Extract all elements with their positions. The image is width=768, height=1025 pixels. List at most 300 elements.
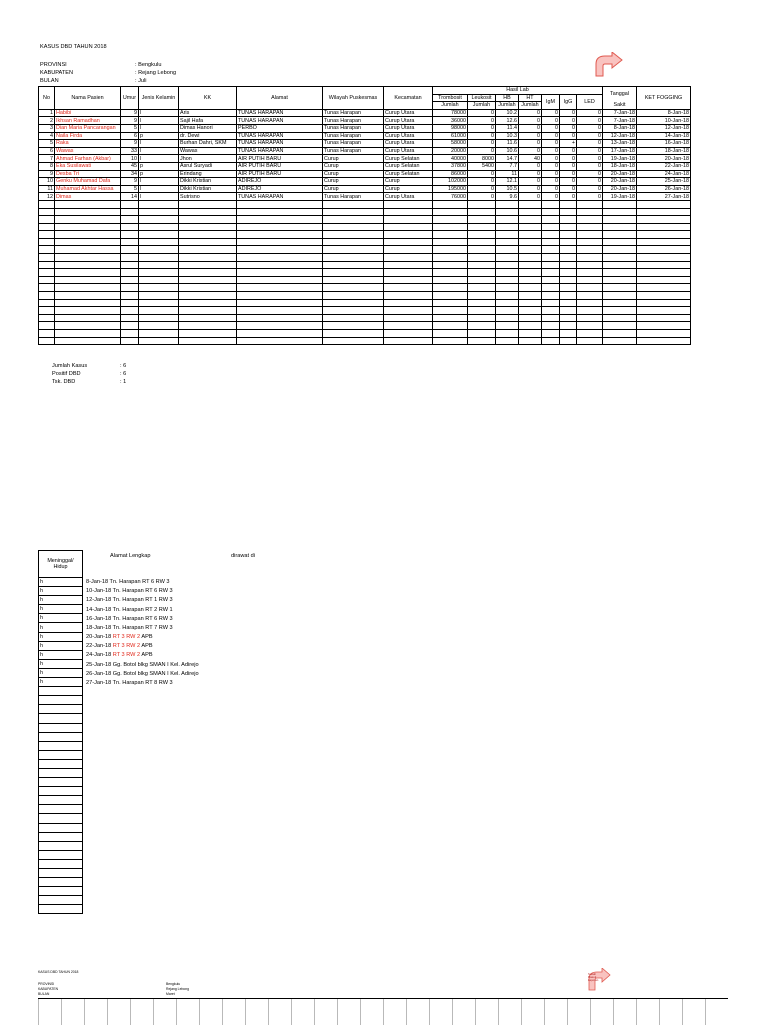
- cell-igg: 0: [560, 132, 577, 140]
- empty-cell: [121, 269, 139, 277]
- header-trombosit: Trombosit: [433, 94, 468, 102]
- summary-value: : 1: [120, 379, 127, 385]
- empty-cell: [323, 238, 384, 246]
- cell-igm: 0: [542, 117, 560, 125]
- empty-cell: [433, 299, 468, 307]
- empty-cell: [560, 246, 577, 254]
- empty-cell: [496, 254, 519, 262]
- empty-cell: [323, 216, 384, 224]
- meta-value-bulan: : Juli: [135, 78, 147, 84]
- cell-no: 12: [39, 193, 55, 201]
- cell-ket: 12-Jan-18: [637, 124, 691, 132]
- header-sakit: Sakit: [603, 102, 637, 110]
- empty-cell: [519, 200, 542, 208]
- empty-cell: [577, 276, 603, 284]
- empty-cell: [468, 314, 496, 322]
- empty-cell: [39, 850, 83, 859]
- empty-cell: [39, 299, 55, 307]
- empty-cell: [577, 299, 603, 307]
- empty-cell: [55, 292, 121, 300]
- empty-cell: [560, 322, 577, 330]
- cell-alamat: TUNAS HARAPAN: [237, 117, 323, 125]
- cell-wil: Tunas Harapan: [323, 193, 384, 201]
- empty-cell: [237, 200, 323, 208]
- cell-nama: Dimas: [55, 193, 121, 201]
- empty-cell: [433, 200, 468, 208]
- table-row: [39, 117, 691, 125]
- empty-cell: [139, 261, 179, 269]
- cell-kk: Wawas: [179, 147, 237, 155]
- cell-kk: Sajil Hafa: [179, 117, 237, 125]
- empty-cell: [179, 261, 237, 269]
- empty-cell: [637, 292, 691, 300]
- cell-igg: 0: [560, 124, 577, 132]
- empty-cell: [637, 238, 691, 246]
- cell-tr: 86000: [433, 170, 468, 178]
- empty-cell: [577, 216, 603, 224]
- empty-cell: [121, 208, 139, 216]
- status-cell: h: [39, 632, 83, 641]
- empty-cell: [39, 841, 83, 850]
- empty-cell: [237, 322, 323, 330]
- empty-cell: [39, 750, 83, 759]
- address-text: 8-Jan-18 Tn. Harapan RT 6 RW 3: [86, 579, 170, 585]
- empty-cell: [121, 231, 139, 239]
- cell-igg: 0: [560, 155, 577, 163]
- empty-cell: [139, 208, 179, 216]
- cell-ket: 24-Jan-18: [637, 170, 691, 178]
- empty-row: [39, 200, 691, 208]
- empty-cell: [560, 269, 577, 277]
- cell-le: 0: [468, 170, 496, 178]
- empty-cell: [519, 322, 542, 330]
- meta-value-provinsi: : Bengkulu: [135, 62, 162, 68]
- empty-cell: [542, 269, 560, 277]
- cell-alamat: TUNAS HARAPAN: [237, 193, 323, 201]
- empty-cell: [519, 314, 542, 322]
- empty-cell: [55, 238, 121, 246]
- empty-cell: [39, 778, 83, 787]
- cell-sakit: 8-Jan-18: [603, 124, 637, 132]
- cell-ket: 22-Jan-18: [637, 162, 691, 170]
- status-row: [39, 650, 83, 659]
- empty-cell: [121, 246, 139, 254]
- empty-cell: [39, 832, 83, 841]
- table-row: [39, 124, 691, 132]
- empty-cell: [468, 330, 496, 338]
- empty-cell: [637, 330, 691, 338]
- address-line: [86, 652, 153, 659]
- cell-igm: 0: [542, 185, 560, 193]
- status-cell: h: [39, 650, 83, 659]
- empty-cell: [237, 254, 323, 262]
- empty-cell: [433, 231, 468, 239]
- header-kk: KK: [179, 87, 237, 110]
- cell-le: 0: [468, 185, 496, 193]
- empty-cell: [237, 223, 323, 231]
- cell-kk: Asrul Suryadi: [179, 162, 237, 170]
- cell-kk: Jhon: [179, 155, 237, 163]
- empty-cell: [519, 307, 542, 315]
- empty-row: [39, 741, 83, 750]
- empty-cell: [603, 200, 637, 208]
- cell-alamat: AIR PUTIH BARU: [237, 155, 323, 163]
- cell-kk: Burhan Dahri, SKM: [179, 140, 237, 148]
- empty-cell: [179, 223, 237, 231]
- cell-led: 0: [577, 170, 603, 178]
- empty-cell: [468, 276, 496, 284]
- cell-tr: 58000: [433, 140, 468, 148]
- empty-cell: [519, 299, 542, 307]
- empty-cell: [39, 759, 83, 768]
- empty-row: [39, 284, 691, 292]
- empty-cell: [468, 261, 496, 269]
- cell-le: 5400: [468, 162, 496, 170]
- empty-cell: [433, 254, 468, 262]
- summary-value: : 6: [120, 363, 127, 369]
- empty-cell: [519, 261, 542, 269]
- empty-cell: [139, 337, 179, 345]
- empty-cell: [496, 322, 519, 330]
- address-text: 26-Jan-18 Gg. Botol blkg SMAN I Kel. Adirejo: [86, 670, 199, 677]
- address-line: [86, 607, 173, 614]
- empty-cell: [577, 261, 603, 269]
- empty-cell: [39, 814, 83, 823]
- cell-nama: Desba Tri: [55, 170, 121, 178]
- status-row: [39, 605, 83, 614]
- meninggal-hidup-table: [38, 550, 83, 914]
- empty-cell: [121, 223, 139, 231]
- empty-cell: [179, 337, 237, 345]
- empty-cell: [433, 337, 468, 345]
- cell-led: 0: [577, 162, 603, 170]
- empty-cell: [496, 337, 519, 345]
- cell-jk: l: [139, 178, 179, 186]
- curved-arrow-icon: [592, 52, 626, 78]
- address-text: 22-Jan-18: [86, 643, 113, 650]
- cell-wil: Tunas Harapan: [323, 109, 384, 117]
- cell-tr: 195000: [433, 185, 468, 193]
- cell-ht: 0: [519, 109, 542, 117]
- empty-row: [39, 231, 691, 239]
- empty-cell: [384, 307, 433, 315]
- empty-cell: [468, 246, 496, 254]
- cell-kk: Erindang: [179, 170, 237, 178]
- empty-cell: [237, 269, 323, 277]
- empty-cell: [55, 314, 121, 322]
- cell-igg: 0: [560, 185, 577, 193]
- empty-row: [39, 878, 83, 887]
- empty-cell: [433, 246, 468, 254]
- empty-row: [39, 337, 691, 345]
- cell-alamat: ADIREJO: [237, 185, 323, 193]
- cell-jk: p: [139, 132, 179, 140]
- empty-cell: [603, 322, 637, 330]
- cell-le: 0: [468, 132, 496, 140]
- cell-hb: 10.2: [496, 109, 519, 117]
- empty-cell: [433, 238, 468, 246]
- empty-cell: [468, 269, 496, 277]
- empty-cell: [384, 299, 433, 307]
- cell-ket: 16-Jan-18: [637, 140, 691, 148]
- empty-cell: [323, 269, 384, 277]
- status-cell: h: [39, 678, 83, 687]
- table-row: [39, 178, 691, 186]
- empty-cell: [179, 200, 237, 208]
- empty-cell: [139, 314, 179, 322]
- cell-led: 0: [577, 140, 603, 148]
- empty-cell: [39, 869, 83, 878]
- empty-cell: [55, 261, 121, 269]
- empty-cell: [519, 246, 542, 254]
- cell-ht: 0: [519, 193, 542, 201]
- thumb-label: KABUPATEN: [38, 987, 59, 991]
- empty-cell: [39, 254, 55, 262]
- cell-igg: 0: [560, 170, 577, 178]
- empty-cell: [237, 284, 323, 292]
- header-meninggal-hidup: Meninggal/ Hidup: [39, 551, 83, 578]
- header-alamat-lengkap: Alamat Lengkap: [110, 553, 151, 559]
- empty-cell: [39, 878, 83, 887]
- empty-cell: [577, 307, 603, 315]
- empty-cell: [39, 284, 55, 292]
- cell-jk: p: [139, 162, 179, 170]
- cell-ht: 0: [519, 178, 542, 186]
- cell-hb: 10.3: [496, 132, 519, 140]
- empty-cell: [384, 223, 433, 231]
- empty-cell: [496, 314, 519, 322]
- empty-cell: [433, 314, 468, 322]
- empty-cell: [542, 330, 560, 338]
- cell-umur: 9: [121, 178, 139, 186]
- empty-cell: [577, 284, 603, 292]
- empty-cell: [384, 322, 433, 330]
- empty-cell: [39, 200, 55, 208]
- empty-cell: [39, 238, 55, 246]
- cell-kec: Curup Utara: [384, 117, 433, 125]
- cell-sakit: 19-Jan-18: [603, 155, 637, 163]
- cell-ht: 0: [519, 147, 542, 155]
- cell-no: 5: [39, 140, 55, 148]
- empty-cell: [39, 223, 55, 231]
- cell-hb: 11.4: [496, 124, 519, 132]
- cell-nama: Eka Susilawati: [55, 162, 121, 170]
- empty-cell: [55, 208, 121, 216]
- address-text: 16-Jan-18 Tn. Harapan RT 6 RW 3: [86, 615, 173, 622]
- empty-row: [39, 796, 83, 805]
- cell-kk: Dimas Hanori: [179, 124, 237, 132]
- table-row: [39, 162, 691, 170]
- cell-ket: 26-Jan-18: [637, 185, 691, 193]
- empty-row: [39, 254, 691, 262]
- empty-cell: [121, 254, 139, 262]
- header-jenis-kelamin: Jenis Kelamin: [139, 87, 179, 110]
- empty-cell: [237, 216, 323, 224]
- cell-nama: Ahmad Farhan (Akbar): [55, 155, 121, 163]
- cell-ht: 0: [519, 162, 542, 170]
- cell-nama: Ikhsan Ramadhan: [55, 117, 121, 125]
- cell-umur: 9: [121, 140, 139, 148]
- status-cell: h: [39, 605, 83, 614]
- cell-ket: 10-Jan-18: [637, 117, 691, 125]
- cell-jk: l: [139, 185, 179, 193]
- empty-cell: [39, 805, 83, 814]
- empty-cell: [468, 292, 496, 300]
- header-hb: HB: [496, 94, 519, 102]
- cell-nama: Habibi: [55, 109, 121, 117]
- cell-nama: Muhamad Akhtar Hassa: [55, 185, 121, 193]
- cell-no: 8: [39, 162, 55, 170]
- cell-jk: l: [139, 147, 179, 155]
- cell-igg: 0: [560, 193, 577, 201]
- empty-cell: [39, 276, 55, 284]
- header-alamat: Alamat: [237, 87, 323, 110]
- empty-row: [39, 223, 691, 231]
- cell-ket: 18-Jan-18: [637, 147, 691, 155]
- empty-cell: [603, 284, 637, 292]
- cell-led: 0: [577, 155, 603, 163]
- cell-igg: 0: [560, 117, 577, 125]
- empty-cell: [55, 231, 121, 239]
- cell-tr: 20000: [433, 147, 468, 155]
- empty-cell: [519, 231, 542, 239]
- empty-cell: [560, 330, 577, 338]
- cell-tr: 78000: [433, 109, 468, 117]
- cell-kec: Curup Utara: [384, 193, 433, 201]
- empty-cell: [560, 284, 577, 292]
- cell-hb: 12.1: [496, 178, 519, 186]
- cell-kk: Dikki Kristian: [179, 185, 237, 193]
- empty-cell: [121, 238, 139, 246]
- empty-cell: [179, 269, 237, 277]
- empty-cell: [637, 231, 691, 239]
- cell-sakit: 13-Jan-18: [603, 140, 637, 148]
- cell-nama: Raka: [55, 140, 121, 148]
- status-cell: h: [39, 623, 83, 632]
- empty-cell: [179, 299, 237, 307]
- meta-label-bulan: BULAN: [40, 78, 59, 84]
- empty-cell: [542, 322, 560, 330]
- empty-cell: [519, 254, 542, 262]
- header-jumlah: Jumlah: [468, 102, 496, 110]
- cell-no: 6: [39, 147, 55, 155]
- empty-cell: [496, 299, 519, 307]
- cell-igg: 0: [560, 109, 577, 117]
- empty-cell: [577, 337, 603, 345]
- cell-alamat: TUNAS HARAPAN: [237, 109, 323, 117]
- status-row: [39, 614, 83, 623]
- cell-igm: 0: [542, 162, 560, 170]
- cell-umur: 6: [121, 132, 139, 140]
- cell-alamat: PERBO: [237, 124, 323, 132]
- empty-cell: [433, 216, 468, 224]
- cell-le: 0: [468, 193, 496, 201]
- empty-cell: [237, 238, 323, 246]
- empty-cell: [560, 238, 577, 246]
- empty-cell: [603, 246, 637, 254]
- empty-cell: [468, 208, 496, 216]
- empty-cell: [542, 208, 560, 216]
- meta-value-kabupaten: : Rejang Lebong: [135, 70, 177, 76]
- empty-cell: [323, 284, 384, 292]
- cell-igm: 0: [542, 170, 560, 178]
- status-row: [39, 632, 83, 641]
- thumb-value: Bengkulu: [166, 982, 181, 986]
- empty-cell: [39, 887, 83, 896]
- status-row: [39, 659, 83, 668]
- cell-kec: Curup Utara: [384, 140, 433, 148]
- empty-cell: [496, 269, 519, 277]
- cell-sakit: 17-Jan-18: [603, 147, 637, 155]
- page-thumbnail: [38, 968, 728, 1024]
- cell-hb: 14.7: [496, 155, 519, 163]
- cell-ket: 27-Jan-18: [637, 193, 691, 201]
- empty-cell: [237, 246, 323, 254]
- empty-row: [39, 759, 83, 768]
- empty-cell: [560, 223, 577, 231]
- empty-cell: [39, 723, 83, 732]
- empty-cell: [603, 292, 637, 300]
- cell-le: 0: [468, 117, 496, 125]
- cell-nama: Genku Muhamad Dafa: [55, 178, 121, 186]
- cell-kec: Curup Utara: [384, 132, 433, 140]
- cell-umur: 9: [121, 117, 139, 125]
- cell-ht: 0: [519, 185, 542, 193]
- empty-cell: [519, 284, 542, 292]
- cell-tr: 98000: [433, 124, 468, 132]
- empty-cell: [179, 322, 237, 330]
- cell-kk: Aris: [179, 109, 237, 117]
- cell-le: 0: [468, 140, 496, 148]
- empty-cell: [468, 299, 496, 307]
- empty-cell: [384, 246, 433, 254]
- cell-kec: Curup Selatan: [384, 155, 433, 163]
- table-row: [39, 147, 691, 155]
- cell-wil: Curup: [323, 185, 384, 193]
- empty-cell: [323, 223, 384, 231]
- empty-cell: [179, 208, 237, 216]
- empty-cell: [139, 284, 179, 292]
- thumb-badge: Sudah Masuk Laporan: [588, 972, 599, 982]
- cell-le: 0: [468, 109, 496, 117]
- empty-cell: [384, 276, 433, 284]
- empty-cell: [139, 322, 179, 330]
- header-jumlah: Jumlah: [519, 102, 542, 110]
- empty-cell: [560, 307, 577, 315]
- empty-row: [39, 322, 691, 330]
- header-umur: Umur: [121, 87, 139, 110]
- empty-cell: [542, 337, 560, 345]
- empty-cell: [603, 307, 637, 315]
- empty-cell: [560, 200, 577, 208]
- empty-cell: [237, 330, 323, 338]
- empty-cell: [384, 314, 433, 322]
- empty-cell: [542, 284, 560, 292]
- table-row: [39, 193, 691, 201]
- empty-row: [39, 832, 83, 841]
- empty-cell: [55, 246, 121, 254]
- empty-cell: [603, 337, 637, 345]
- empty-row: [39, 238, 691, 246]
- address-rt-rw: RT 3 RW 2: [112, 643, 141, 650]
- cell-wil: Tunas Harapan: [323, 124, 384, 132]
- empty-cell: [121, 284, 139, 292]
- address-text: 12-Jan-18 Tn. Harapan RT 1 RW 3: [86, 597, 173, 604]
- cell-led: 0: [577, 193, 603, 201]
- empty-row: [39, 696, 83, 705]
- empty-row: [39, 705, 83, 714]
- empty-cell: [637, 284, 691, 292]
